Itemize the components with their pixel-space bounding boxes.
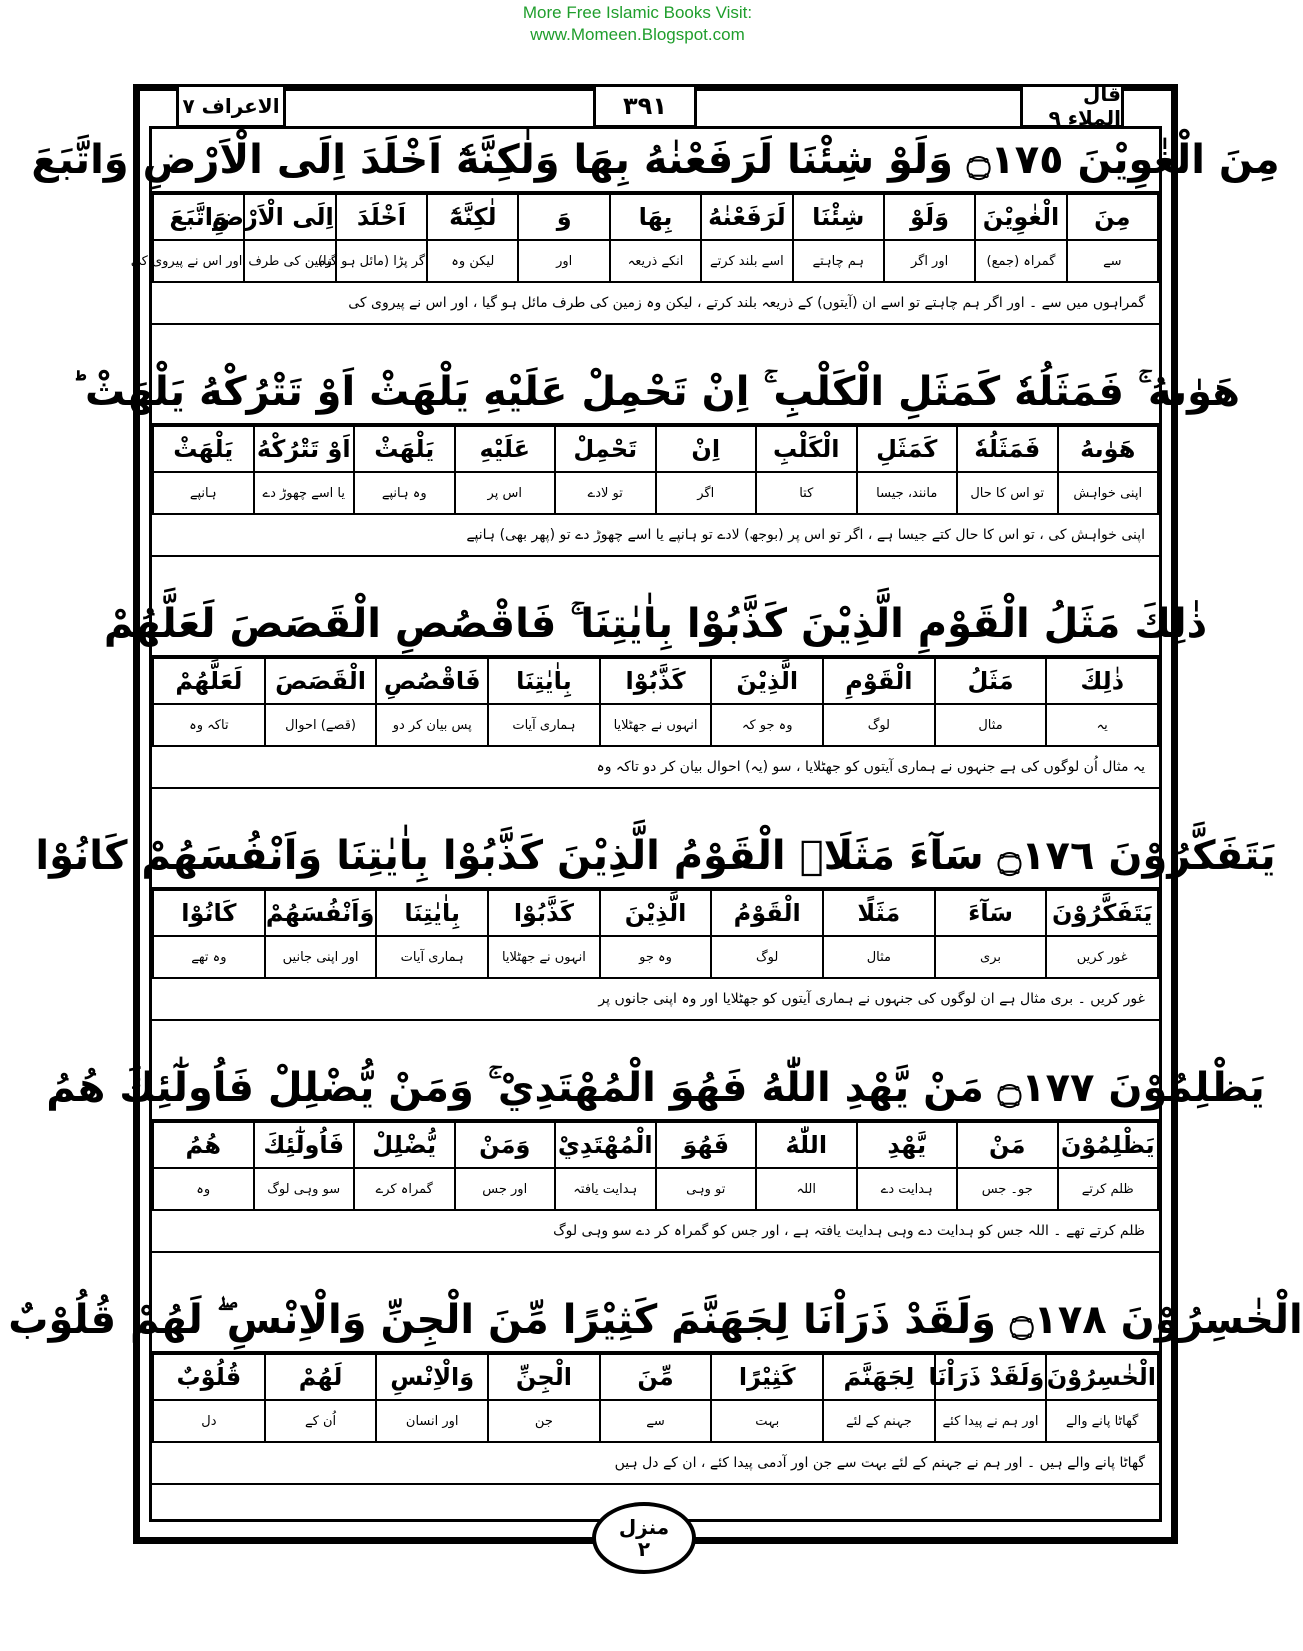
arabic-word-cell: كَثِيْرًا	[711, 1354, 823, 1400]
arabic-word-cell: الْقَصَصَ	[265, 658, 377, 704]
promo-banner	[0, 2, 1275, 46]
urdu-meaning-cell: لوگ	[823, 704, 935, 746]
word-by-word-table	[152, 889, 1159, 979]
arabic-word-cell: هَوٰىهُ	[1058, 426, 1159, 472]
juz-name-label: قال الملاء ٩	[1020, 84, 1124, 128]
arabic-word-cell: اَخْلَدَ	[336, 194, 427, 240]
arabic-word-cell: بِاٰيٰتِنَا	[488, 658, 600, 704]
urdu-meaning-cell: یہ	[1046, 704, 1158, 746]
word-by-word-table	[130, 193, 1159, 283]
arabic-word-cell: مَثَلُ	[935, 658, 1047, 704]
urdu-meaning-cell: (قصے) احوال	[265, 704, 377, 746]
arabic-words-row	[153, 658, 1158, 704]
urdu-translation-line: گمراہوں میں سے ۔ اور اگر ہم چاہتے تو اسے ان (آیتوں) کے ذریعہ بلند کرتے ، لیکن وہ زمین کی طرف مائل ہو گیا ، اور اس نے پیروی کی	[152, 283, 1159, 325]
urdu-meaning-cell: مثال	[823, 936, 935, 978]
ayah-section	[31, 129, 1280, 325]
urdu-meaning-cell: اور اس نے پیروی کی	[153, 240, 244, 282]
manzil-number: ٢	[637, 1537, 651, 1561]
arabic-word-cell: وَلَوْ	[884, 194, 975, 240]
word-by-word-table	[152, 657, 1159, 747]
arabic-verse-line: هَوٰىهُ ۚ فَمَثَلُهٗ كَمَثَلِ الْكَلْبِ ۚ اِنْ تَحْمِلْ عَلَيْهِ يَلْهَثْ اَوْ تَتْرُكْهُ يَلْهَثْ ؕ	[152, 361, 1159, 425]
ayah-section	[8, 1289, 1303, 1485]
urdu-meanings-row	[153, 472, 1158, 514]
arabic-word-cell: وَاتَّبَعَ	[153, 194, 244, 240]
urdu-meaning-cell: ہماری آیات	[376, 936, 488, 978]
promo-line-2[interactable]: www.Momeen.Blogspot.com	[530, 25, 745, 44]
arabic-word-cell: اللّٰهُ	[756, 1122, 857, 1168]
urdu-meaning-cell: بہت	[711, 1400, 823, 1442]
urdu-meaning-cell: اُن کے	[265, 1400, 377, 1442]
urdu-meanings-row	[153, 1400, 1158, 1442]
urdu-meaning-cell: وہ جو کہ	[711, 704, 823, 746]
manzil-badge	[592, 1502, 696, 1574]
arabic-word-cell: كَذَّبُوْا	[600, 658, 712, 704]
arabic-word-cell: يَلْهَثْ	[354, 426, 455, 472]
urdu-meaning-cell: تاکہ وہ	[153, 704, 265, 746]
arabic-word-cell: ذٰلِكَ	[1046, 658, 1158, 704]
urdu-meanings-row	[153, 704, 1158, 746]
arabic-words-row	[153, 890, 1158, 936]
urdu-meaning-cell: اپنی خواہش	[1058, 472, 1159, 514]
urdu-translation-line: ظلم کرتے تھے ۔ اللہ جس کو ہدایت دے وہی ہدایت یافتہ ہے ، اور جس کو گمراہ کر دے سو وہی لوگ	[152, 1211, 1159, 1253]
urdu-meaning-cell: تو وہی	[656, 1168, 757, 1210]
urdu-meaning-cell: یا اسے چھوڑ دے	[254, 472, 355, 514]
arabic-word-cell: فَاُولٰٓئِكَ	[254, 1122, 355, 1168]
arabic-word-cell: الْقَوْمُ	[711, 890, 823, 936]
arabic-word-cell: قُلُوْبٌ	[153, 1354, 265, 1400]
arabic-word-cell: بِهَا	[610, 194, 701, 240]
arabic-verse-line: يَتَفَكَّرُوْنَ ۝١٧٦ سَآءَ مَثَلَاۨ الْقَوْمُ الَّذِيْنَ كَذَّبُوْا بِاٰيٰتِنَا وَاَنْفُسَهُمْ كَانُوْا	[152, 825, 1159, 889]
arabic-word-cell: وَمَنْ	[455, 1122, 556, 1168]
word-by-word-table	[152, 1353, 1159, 1443]
urdu-translation-line: غور کریں ۔ بری مثال ہے ان لوگوں کی جنہوں نے ہماری آیتوں کو جھٹلایا اور وہ اپنی جانوں پر	[152, 979, 1159, 1021]
arabic-word-cell: لَعَلَّهُمْ	[153, 658, 265, 704]
urdu-meaning-cell: سے	[600, 1400, 712, 1442]
arabic-verse-line: مِنَ الْغٰوِيْنَ ۝١٧٥ وَلَوْ شِئْنَا لَرَفَعْنٰهُ بِهَا وَلٰكِنَّهٗٓ اَخْلَدَ اِلَى الْاَرْضِ وَاتَّبَعَ	[152, 129, 1159, 193]
arabic-word-cell: لَرَفَعْنٰهُ	[701, 194, 792, 240]
arabic-words-row	[153, 1122, 1158, 1168]
arabic-word-cell: يَّهْدِ	[857, 1122, 958, 1168]
arabic-word-cell: مَثَلًا	[823, 890, 935, 936]
arabic-word-cell: يُّضْلِلْ	[354, 1122, 455, 1168]
arabic-word-cell: الَّذِيْنَ	[600, 890, 712, 936]
arabic-word-cell: لِجَهَنَّمَ	[823, 1354, 935, 1400]
arabic-word-cell: عَلَيْهِ	[455, 426, 556, 472]
urdu-meaning-cell: سو وہی لوگ	[254, 1168, 355, 1210]
urdu-meaning-cell: تو اس کا حال	[957, 472, 1058, 514]
arabic-word-cell: فَمَثَلُهٗ	[957, 426, 1058, 472]
urdu-meaning-cell: لیکن وہ	[427, 240, 518, 282]
ayah-section	[103, 593, 1208, 789]
urdu-meaning-cell: ہدایت دے	[857, 1168, 958, 1210]
arabic-word-cell: اِنْ	[656, 426, 757, 472]
urdu-meaning-cell: اور اپنی جانیں	[265, 936, 377, 978]
arabic-word-cell: كَذَّبُوْا	[488, 890, 600, 936]
arabic-word-cell: وَ	[518, 194, 609, 240]
urdu-meaning-cell: گمراہ (جمع)	[975, 240, 1066, 282]
arabic-word-cell: بِاٰيٰتِنَا	[376, 890, 488, 936]
arabic-word-cell: مَنْ	[957, 1122, 1058, 1168]
urdu-meaning-cell: غور کریں	[1046, 936, 1158, 978]
arabic-word-cell: اَوْ تَتْرُكْهُ	[254, 426, 355, 472]
urdu-meaning-cell: دل	[153, 1400, 265, 1442]
arabic-word-cell: مِّنَ	[600, 1354, 712, 1400]
urdu-meaning-cell: گر پڑا (مائل ہو گیا)	[336, 240, 427, 282]
urdu-meanings-row	[153, 240, 1158, 282]
arabic-words-row	[153, 426, 1158, 472]
arabic-words-row	[153, 1354, 1158, 1400]
urdu-meaning-cell: لوگ	[711, 936, 823, 978]
urdu-meaning-cell: مانند، جیسا	[857, 472, 958, 514]
arabic-word-cell: لٰكِنَّهٗٓ	[427, 194, 518, 240]
urdu-meaning-cell: وہ جو	[600, 936, 712, 978]
urdu-meanings-row	[153, 1168, 1158, 1210]
ayah-section	[71, 361, 1240, 557]
arabic-word-cell: الْغٰوِيْنَ	[975, 194, 1066, 240]
arabic-word-cell: تَحْمِلْ	[555, 426, 656, 472]
urdu-translation-line: یہ مثال اُن لوگوں کی ہے جنہوں نے ہماری آیتوں کو جھٹلایا ، سو (یہ) احوال بیان کر دو تاکہ وہ	[152, 747, 1159, 789]
urdu-meaning-cell: ہماری آیات	[488, 704, 600, 746]
arabic-word-cell: مِنَ	[1067, 194, 1158, 240]
urdu-meaning-cell: جہنم کے لئے	[823, 1400, 935, 1442]
urdu-meaning-cell: جن	[488, 1400, 600, 1442]
arabic-word-cell: يَلْهَثْ	[153, 426, 254, 472]
arabic-word-cell: فَاقْصُصِ	[376, 658, 488, 704]
manzil-label: منزل	[618, 1515, 670, 1539]
arabic-word-cell: يَتَفَكَّرُوْنَ	[1046, 890, 1158, 936]
urdu-meaning-cell: پس بیان کر دو	[376, 704, 488, 746]
urdu-meaning-cell: وہ تھے	[153, 936, 265, 978]
arabic-word-cell: وَلَقَدْ ذَرَاْنَا	[935, 1354, 1047, 1400]
arabic-word-cell: شِئْنَا	[793, 194, 884, 240]
ayah-section	[46, 1057, 1265, 1253]
promo-line-1: More Free Islamic Books Visit:	[522, 3, 753, 22]
arabic-word-cell: الْجِنِّ	[488, 1354, 600, 1400]
urdu-meaning-cell: گھاٹا پانے والے	[1046, 1400, 1158, 1442]
arabic-verse-line: ذٰلِكَ مَثَلُ الْقَوْمِ الَّذِيْنَ كَذَّبُوْا بِاٰيٰتِنَا ۚ فَاقْصُصِ الْقَصَصَ لَعَلَّهُمْ	[152, 593, 1159, 657]
urdu-meaning-cell: ہدایت یافتہ	[555, 1168, 656, 1210]
arabic-verse-line: يَظْلِمُوْنَ ۝١٧٧ مَنْ يَّهْدِ اللّٰهُ فَهُوَ الْمُهْتَدِيْ ۚ وَمَنْ يُّضْلِلْ فَاُولٰٓئِكَ هُمُ	[152, 1057, 1159, 1121]
urdu-meaning-cell: بری	[935, 936, 1047, 978]
arabic-word-cell: كَانُوْا	[153, 890, 265, 936]
urdu-meaning-cell: ہانپے	[153, 472, 254, 514]
urdu-translation-line: اپنی خواہش کی ، تو اس کا حال کتے جیسا ہے ، اگر تو اس پر (بوجھ) لادے تو ہانپے یا اسے چھوڑ دے تو (پھر بھی) ہانپے	[152, 515, 1159, 557]
urdu-meaning-cell: کتا	[756, 472, 857, 514]
arabic-word-cell: الْقَوْمِ	[823, 658, 935, 704]
urdu-meaning-cell: ظلم کرتے	[1058, 1168, 1159, 1210]
urdu-meaning-cell: سے	[1067, 240, 1158, 282]
arabic-word-cell: يَظْلِمُوْنَ	[1058, 1122, 1159, 1168]
arabic-word-cell: كَمَثَلِ	[857, 426, 958, 472]
urdu-translation-line: گھاٹا پانے والے ہیں ۔ اور ہم نے جہنم کے لئے بہت سے جن اور آدمی پیدا کئے ، ان کے دل ہیں	[152, 1443, 1159, 1485]
surah-name-label: الاعراف ٧	[176, 84, 286, 128]
urdu-meaning-cell: گمراہ کرے	[354, 1168, 455, 1210]
urdu-meaning-cell: اگر	[656, 472, 757, 514]
urdu-meaning-cell: وہ	[153, 1168, 254, 1210]
urdu-meaning-cell: اللہ	[756, 1168, 857, 1210]
urdu-meaning-cell: اور جس	[455, 1168, 556, 1210]
urdu-meaning-cell: اور	[518, 240, 609, 282]
arabic-word-cell: الْمُهْتَدِيْ	[555, 1122, 656, 1168]
urdu-meaning-cell: اور انسان	[376, 1400, 488, 1442]
arabic-word-cell: وَالْاِنْسِ	[376, 1354, 488, 1400]
urdu-meaning-cell: مثال	[935, 704, 1047, 746]
urdu-meaning-cell: اس پر	[455, 472, 556, 514]
urdu-meaning-cell: جو۔ جس	[957, 1168, 1058, 1210]
arabic-verse-line: الْخٰسِرُوْنَ ۝١٧٨ وَلَقَدْ ذَرَاْنَا لِجَهَنَّمَ كَثِيْرًا مِّنَ الْجِنِّ وَالْاِنْسِ ۖ لَهُمْ قُلُوْبٌ	[152, 1289, 1159, 1353]
urdu-meaning-cell: انکے ذریعہ	[610, 240, 701, 282]
arabic-word-cell: سَآءَ	[935, 890, 1047, 936]
urdu-meaning-cell: انہوں نے جھٹلایا	[600, 704, 712, 746]
word-by-word-table	[152, 1121, 1159, 1211]
ayah-section	[35, 825, 1276, 1021]
urdu-meaning-cell: اور اگر	[884, 240, 975, 282]
urdu-meaning-cell: زمین کی طرف	[244, 240, 335, 282]
arabic-word-cell: هُمُ	[153, 1122, 254, 1168]
arabic-word-cell: الَّذِيْنَ	[711, 658, 823, 704]
arabic-word-cell: الْخٰسِرُوْنَ	[1046, 1354, 1158, 1400]
arabic-words-row	[153, 194, 1158, 240]
urdu-meaning-cell: ہم چاہتے	[793, 240, 884, 282]
urdu-meaning-cell: انہوں نے جھٹلایا	[488, 936, 600, 978]
urdu-meaning-cell: اور ہم نے پیدا کئے	[935, 1400, 1047, 1442]
arabic-word-cell: وَاَنْفُسَهُمْ	[265, 890, 377, 936]
arabic-word-cell: الْكَلْبِ	[756, 426, 857, 472]
urdu-meaning-cell: وہ ہانپے	[354, 472, 455, 514]
urdu-meanings-row	[153, 936, 1158, 978]
page-number: ۳۹۱	[593, 84, 697, 128]
urdu-meaning-cell: تو لادے	[555, 472, 656, 514]
arabic-word-cell: فَهُوَ	[656, 1122, 757, 1168]
urdu-meaning-cell: اسے بلند کرتے	[701, 240, 792, 282]
arabic-word-cell: اِلَى الْاَرْضِ	[244, 194, 335, 240]
arabic-word-cell: لَهُمْ	[265, 1354, 377, 1400]
word-by-word-table	[152, 425, 1159, 515]
